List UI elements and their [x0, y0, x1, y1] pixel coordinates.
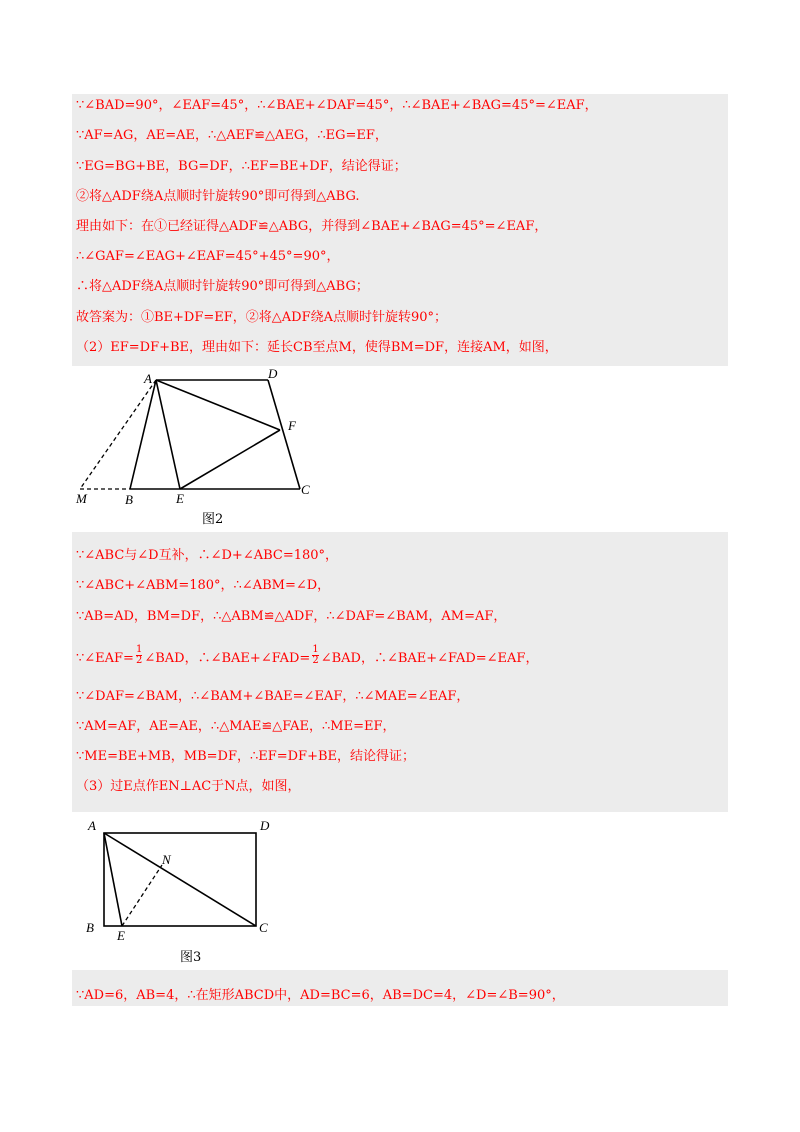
- label-D: D: [260, 818, 270, 833]
- label-F: F: [288, 418, 296, 433]
- line-2: ∵AF=AG，AE=AE，∴△AEF≌△AEG，∴EG=EF，: [76, 128, 388, 143]
- label-A: A: [144, 371, 152, 386]
- figure-2: [72, 366, 322, 532]
- figure-2-diagram: [72, 366, 322, 532]
- edge-AB: [130, 380, 156, 489]
- line-15: ∵AM=AF，AE=AE，∴△MAE≌△FAE，∴ME=EF，: [76, 719, 396, 734]
- figure-3: [72, 812, 288, 970]
- diagonal-AC: [104, 833, 256, 926]
- line-3: ∵EG=BG+BE，BG=DF，∴EF=BE+DF，结论得证；: [76, 159, 407, 174]
- fraction-one-half-1: [136, 645, 142, 666]
- fraction-numerator: 1: [312, 644, 319, 655]
- edge-AM-dashed: [80, 380, 156, 489]
- line-9: （2）EF=DF+BE，理由如下：延长CB至点M，使得BM=DF，连接AM，如图，: [76, 340, 558, 355]
- fraction-numerator: 1: [135, 644, 143, 655]
- solution-panel-middle: [72, 532, 728, 812]
- label-E: E: [176, 491, 184, 506]
- line-17: （3）过E点作EN⊥AC于N点，如图，: [76, 779, 301, 794]
- line-13-part-b: ∠BAD，∴∠BAE+∠FAD=: [144, 651, 311, 666]
- line-16: ∵ME=BE+MB，MB=DF，∴EF=DF+BE，结论得证；: [76, 749, 416, 764]
- figure-3-diagram: [72, 812, 288, 970]
- label-A: A: [88, 818, 96, 833]
- edge-EF: [180, 430, 280, 489]
- line-1: ∵∠BAD=90°，∠EAF=45°，∴∠BAE+∠DAF=45°，∴∠BAE+∠BAG=45°=∠EAF，: [76, 98, 598, 113]
- line-13-part-a: ∵∠EAF=: [76, 651, 134, 666]
- line-7: ∴将△ADF绕A点顺时针旋转90°即可得到△ABG；: [76, 279, 369, 294]
- edge-AE: [104, 833, 122, 926]
- label-C: C: [301, 482, 310, 497]
- fraction-denominator: 2: [312, 655, 319, 666]
- line-10: ∵∠ABC与∠D互补，∴∠D+∠ABC=180°，: [76, 548, 339, 563]
- figure-2-caption: 图2: [202, 512, 224, 527]
- fraction-denominator: 2: [135, 655, 143, 666]
- edge-EN-dashed: [122, 865, 162, 926]
- line-12: ∵AB=AD，BM=DF，∴△ABM≌△ADF，∴∠DAF=∠BAM，AM=AF，: [76, 609, 507, 624]
- label-D: D: [268, 366, 278, 381]
- label-C: C: [259, 920, 268, 935]
- fraction-one-half-2: [312, 645, 318, 666]
- line-6: ∴∠GAF=∠EAG+∠EAF=45°+45°=90°，: [76, 249, 340, 264]
- line-4: ②将△ADF绕A点顺时针旋转90°即可得到△ABG.: [76, 189, 360, 204]
- line-14: ∵∠DAF=∠BAM，∴∠BAM+∠BAE=∠EAF，∴∠MAE=∠EAF，: [76, 689, 470, 704]
- line-5: 理由如下：在①已经证得△ADF≌△ABG，并得到∠BAE+∠BAG=45°=∠EAF，: [76, 219, 548, 234]
- edge-AE: [156, 380, 180, 489]
- label-M: M: [76, 491, 87, 506]
- line-13-part-c: ∠BAD，∴∠BAE+∠FAD=∠EAF，: [320, 651, 539, 666]
- line-18: ∵AD=6，AB=4，∴在矩形ABCD中，AD=BC=6，AB=DC=4，∠D=∠B=90°，: [76, 988, 565, 1003]
- label-B: B: [125, 492, 133, 507]
- figure-3-caption: 图3: [180, 950, 202, 965]
- label-E: E: [117, 928, 125, 943]
- edge-AF: [156, 380, 280, 430]
- line-8: 故答案为：①BE+DF=EF，②将△ADF绕A点顺时针旋转90°；: [76, 310, 448, 325]
- line-11: ∵∠ABC+∠ABM=180°，∴∠ABM=∠D，: [76, 578, 331, 593]
- label-B: B: [86, 920, 94, 935]
- line-13: [76, 644, 539, 669]
- label-N: N: [162, 852, 171, 867]
